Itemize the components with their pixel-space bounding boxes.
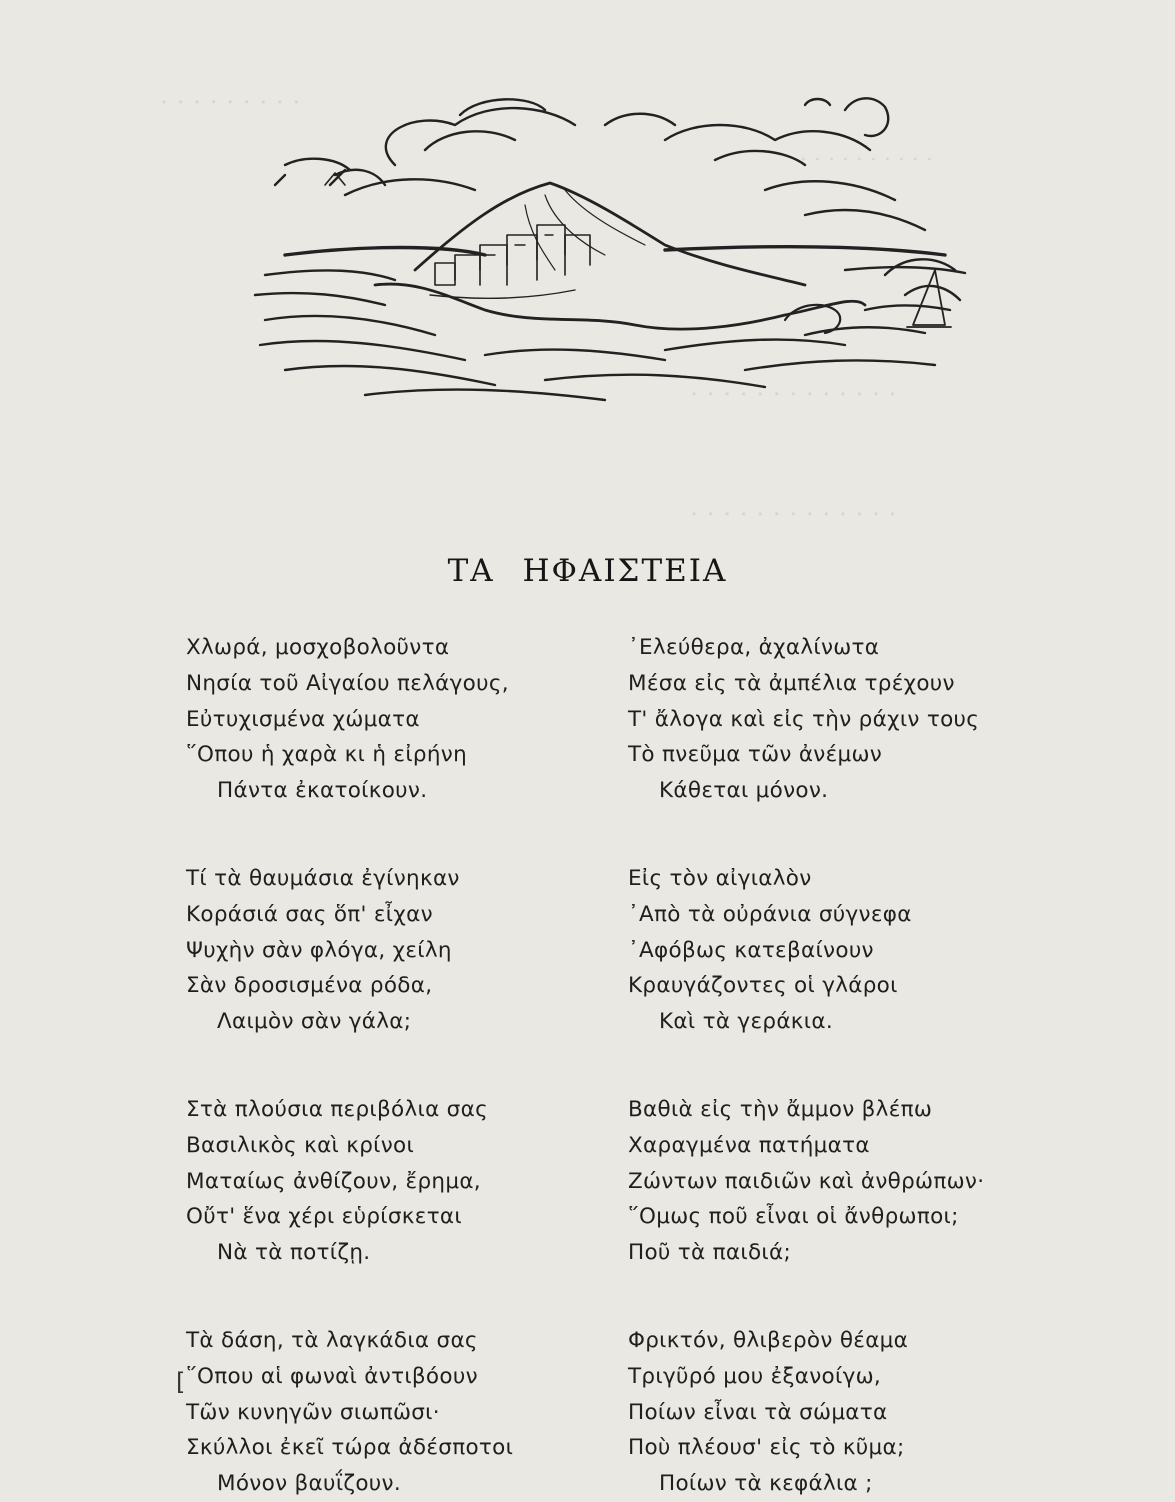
island-illustration	[245, 95, 975, 409]
poem-line: Κοράσιά σας ὅπ' εἶχαν	[186, 901, 433, 927]
poem-line: Σκύλλοι ἐκεῖ τώρα ἀδέσποτοι	[186, 1435, 514, 1461]
poem-line-refrain: Μόνον βαυΐζουν.	[217, 1471, 401, 1497]
poem-line: Χαραγμένα πατήματα	[628, 1132, 870, 1158]
margin-bracket: [	[176, 1368, 186, 1396]
poem-line-refrain: Ποίων τὰ κεφάλια ;	[659, 1471, 873, 1497]
poem-line: ᾿Απὸ τὰ οὐράνια σύγνεφα	[628, 901, 912, 927]
poem-line: Ποῦ τὰ παιδιά;	[628, 1240, 791, 1266]
poem-line: Τὰ δάση, τὰ λαγκάδια σας	[186, 1327, 478, 1353]
poem-line: Τῶν κυνηγῶν σιωπῶσι·	[186, 1399, 440, 1425]
stanza	[186, 1092, 656, 1271]
stanza	[186, 861, 656, 1040]
poem-line: Εὐτυχισμένα χώματα	[186, 706, 420, 732]
poem-line: ῞Ομως ποῦ εἶναι οἱ ἄνθρωποι;	[628, 1204, 959, 1230]
poem-line: Ψυχὴν σὰν φλόγα, χείλη	[186, 937, 452, 963]
poem-line: Τριγῦρό μου ἐξανοίγω,	[628, 1363, 882, 1389]
poem-line: Μέσα εἰς τὰ ἀμπέλια τρέχουν	[628, 670, 955, 696]
poem-line: Ματαίως ἀνθίζουν, ἔρημα,	[186, 1168, 481, 1194]
poem-line: Βαθιὰ εἰς τὴν ἄμμον βλέπω	[628, 1096, 933, 1122]
stanza	[628, 1323, 1098, 1502]
poem-line: ᾿Ελεύθερα, ἀχαλίνωτα	[628, 635, 880, 660]
poem-line: Χλωρά, μοσχοβολοῦντα	[186, 635, 450, 660]
poem-line: Κραυγάζοντες οἱ γλάροι	[628, 973, 898, 999]
right-column	[628, 630, 1098, 1502]
poem-title: ΤΑ ΗΦΑΙΣΤΕΙΑ	[447, 553, 728, 589]
poem-line: ᾿Αφόβως κατεβαίνουν	[628, 937, 874, 963]
poem-line-refrain: Πάντα ἐκατοίκουν.	[217, 778, 428, 804]
poem-line: Στὰ πλούσια περιβόλια σας	[186, 1096, 488, 1122]
poem-line: Σὰν δροσισμένα ρόδα,	[186, 973, 433, 999]
poem-line: Τί τὰ θαυμάσια ἐγίνηκαν	[186, 865, 460, 891]
poem-line: Τὸ πνεῦμα τῶν ἀνέμων	[628, 742, 883, 768]
stanza	[628, 630, 1098, 809]
poem-line: ῞Οπου ἡ χαρὰ κι ἡ εἰρήνη	[186, 742, 467, 768]
stanza	[628, 861, 1098, 1040]
poem-line-refrain: Νὰ τὰ ποτίζῃ.	[217, 1240, 371, 1266]
poem-line: Εἰς τὸν αἰγιαλὸν	[628, 865, 812, 891]
poem-line-refrain: Καὶ τὰ γεράκια.	[659, 1009, 833, 1035]
stanza	[186, 630, 656, 809]
poem-line-refrain: Κάθεται μόνον.	[659, 778, 829, 804]
poem-line: Οὔτ' ἕνα χέρι εὑρίσκεται	[186, 1204, 462, 1230]
poem-line: Βασιλικὸς καὶ κρίνοι	[186, 1132, 415, 1158]
poem-line: Ποίων εἶναι τὰ σώματα	[628, 1399, 888, 1425]
stanza	[628, 1092, 1098, 1271]
poem-line: ῞Οπου αἱ φωναὶ ἀντιβόουν	[186, 1363, 478, 1389]
poem-line-refrain: Λαιμὸν σὰν γάλα;	[217, 1009, 412, 1035]
left-column	[186, 630, 656, 1502]
poem-line: Τ' ἄλογα καὶ εἰς τὴν ράχιν τους	[628, 706, 980, 732]
poem-line: Νησία τοῦ Αἰγαίου πελάγους,	[186, 670, 509, 696]
poem-line: Φρικτόν, θλιβερὸν θέαμα	[628, 1327, 909, 1353]
stanza	[186, 1323, 656, 1502]
poem-line: Ζώντων παιδιῶν καὶ ἀνθρώπων·	[628, 1168, 985, 1194]
poem-line: Ποὺ πλέουσ' εἰς τὸ κῦμα;	[628, 1435, 905, 1461]
